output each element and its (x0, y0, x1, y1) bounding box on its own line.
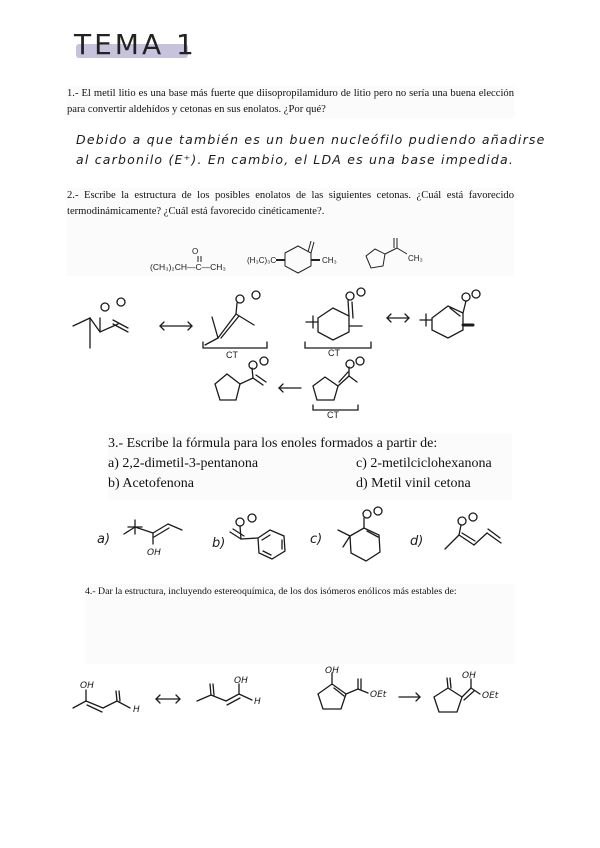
ketone-1-formula: (CH₃)₂CH—C—CH₃ (150, 262, 226, 272)
ketone-2-left-label: (H₃C)₃C (247, 256, 277, 265)
answer-1-line-1: Debido a que también es un buen nucleófilo pudiendo añadirse (76, 132, 546, 147)
enol-ketoester-2-hand (434, 678, 480, 712)
answer-a-label: a) (97, 532, 111, 547)
ketone-2-right-label: CH₃ (322, 256, 337, 265)
enol-3-oh-label: OH (325, 666, 339, 676)
enolate-5-hand (215, 357, 268, 400)
enol-ketoester-1-hand (318, 673, 368, 709)
enolate-4-hand (420, 290, 480, 338)
page-title: TEMA 1 (74, 28, 197, 61)
ketone-1-oxygen: O (192, 247, 199, 256)
enolate-1-hand (73, 298, 128, 348)
equilibrium-arrow-1 (160, 322, 192, 330)
answer-1-line-2: al carbonilo (E⁺). En cambio, el LDA es una base impedida. (76, 152, 515, 167)
ct-label-3: CT (327, 410, 339, 420)
equilibrium-arrow-q4-1 (156, 695, 180, 703)
question-3-row-1 (108, 454, 512, 474)
equilibrium-arrow-2 (387, 314, 409, 322)
ct-label-1: CT (226, 350, 238, 360)
question-3-item-a: a) 2,2-dimetil-3-pentanona (108, 456, 259, 471)
question-3-row-2 (108, 474, 512, 494)
question-4: 4.- Dar la estructura, incluyendo estereoquímica, de los dos isómeros enólicos más estables de: (85, 584, 515, 664)
enolate-2-hand (203, 291, 267, 348)
question-2: 2.- Escribe la estructura de los posibles enolatos de las siguientes cetonas. ¿Cuál está favorecido termodinámicamente? ¿Cuál está favorecido cinéticamente?. (67, 188, 514, 276)
question-3-item-d: d) Metil vinil cetona (356, 476, 471, 491)
enol-diketone-1-hand (73, 690, 130, 712)
question-3-title: 3.- Escribe la fórmula para los enoles formados a partir de: (108, 436, 438, 451)
ketone-3-structure (366, 238, 407, 268)
ketone-3-right-label: CH₃ (408, 254, 423, 263)
ct-label-2: CT (328, 348, 340, 358)
enolate-3-hand (305, 288, 371, 348)
enol-4-oet-label: OEt (482, 691, 499, 701)
arrow-3 (279, 384, 301, 392)
ketone-2-structure (276, 241, 320, 273)
enol-diketone-2-hand (197, 684, 252, 705)
enol-1-h-label: H (133, 705, 140, 715)
question-1: 1.- El metil litio es una base más fuerte que diisopropilamiduro de litio pero no sería una buena elección para convertir aldehídos y cetonas en sus enolatos. ¿Por qué? (67, 86, 514, 118)
enol-1-oh-label: OH (80, 681, 94, 691)
answer-d-label: d) (410, 534, 424, 549)
question-3-item-c: c) 2-metilciclohexanona (356, 456, 492, 471)
enol-c-hand (338, 507, 382, 561)
enol-2-oh-label: OH (234, 676, 248, 686)
question-3 (108, 434, 512, 500)
enol-d-hand (445, 513, 501, 549)
arrow-q4-2 (399, 693, 420, 701)
enol-2-h-label: H (254, 697, 261, 707)
enol-a-oh-label: OH (147, 548, 161, 558)
enol-3-oet-label: OEt (370, 690, 387, 700)
question-3-item-b: b) Acetofenona (108, 476, 194, 491)
enol-4-oh-label: OH (462, 671, 476, 681)
enol-a-hand (124, 520, 182, 544)
answer-b-label: b) (212, 536, 226, 551)
enolate-6-hand (313, 357, 364, 410)
enol-b-hand (230, 514, 285, 559)
answer-c-label: c) (310, 532, 323, 547)
